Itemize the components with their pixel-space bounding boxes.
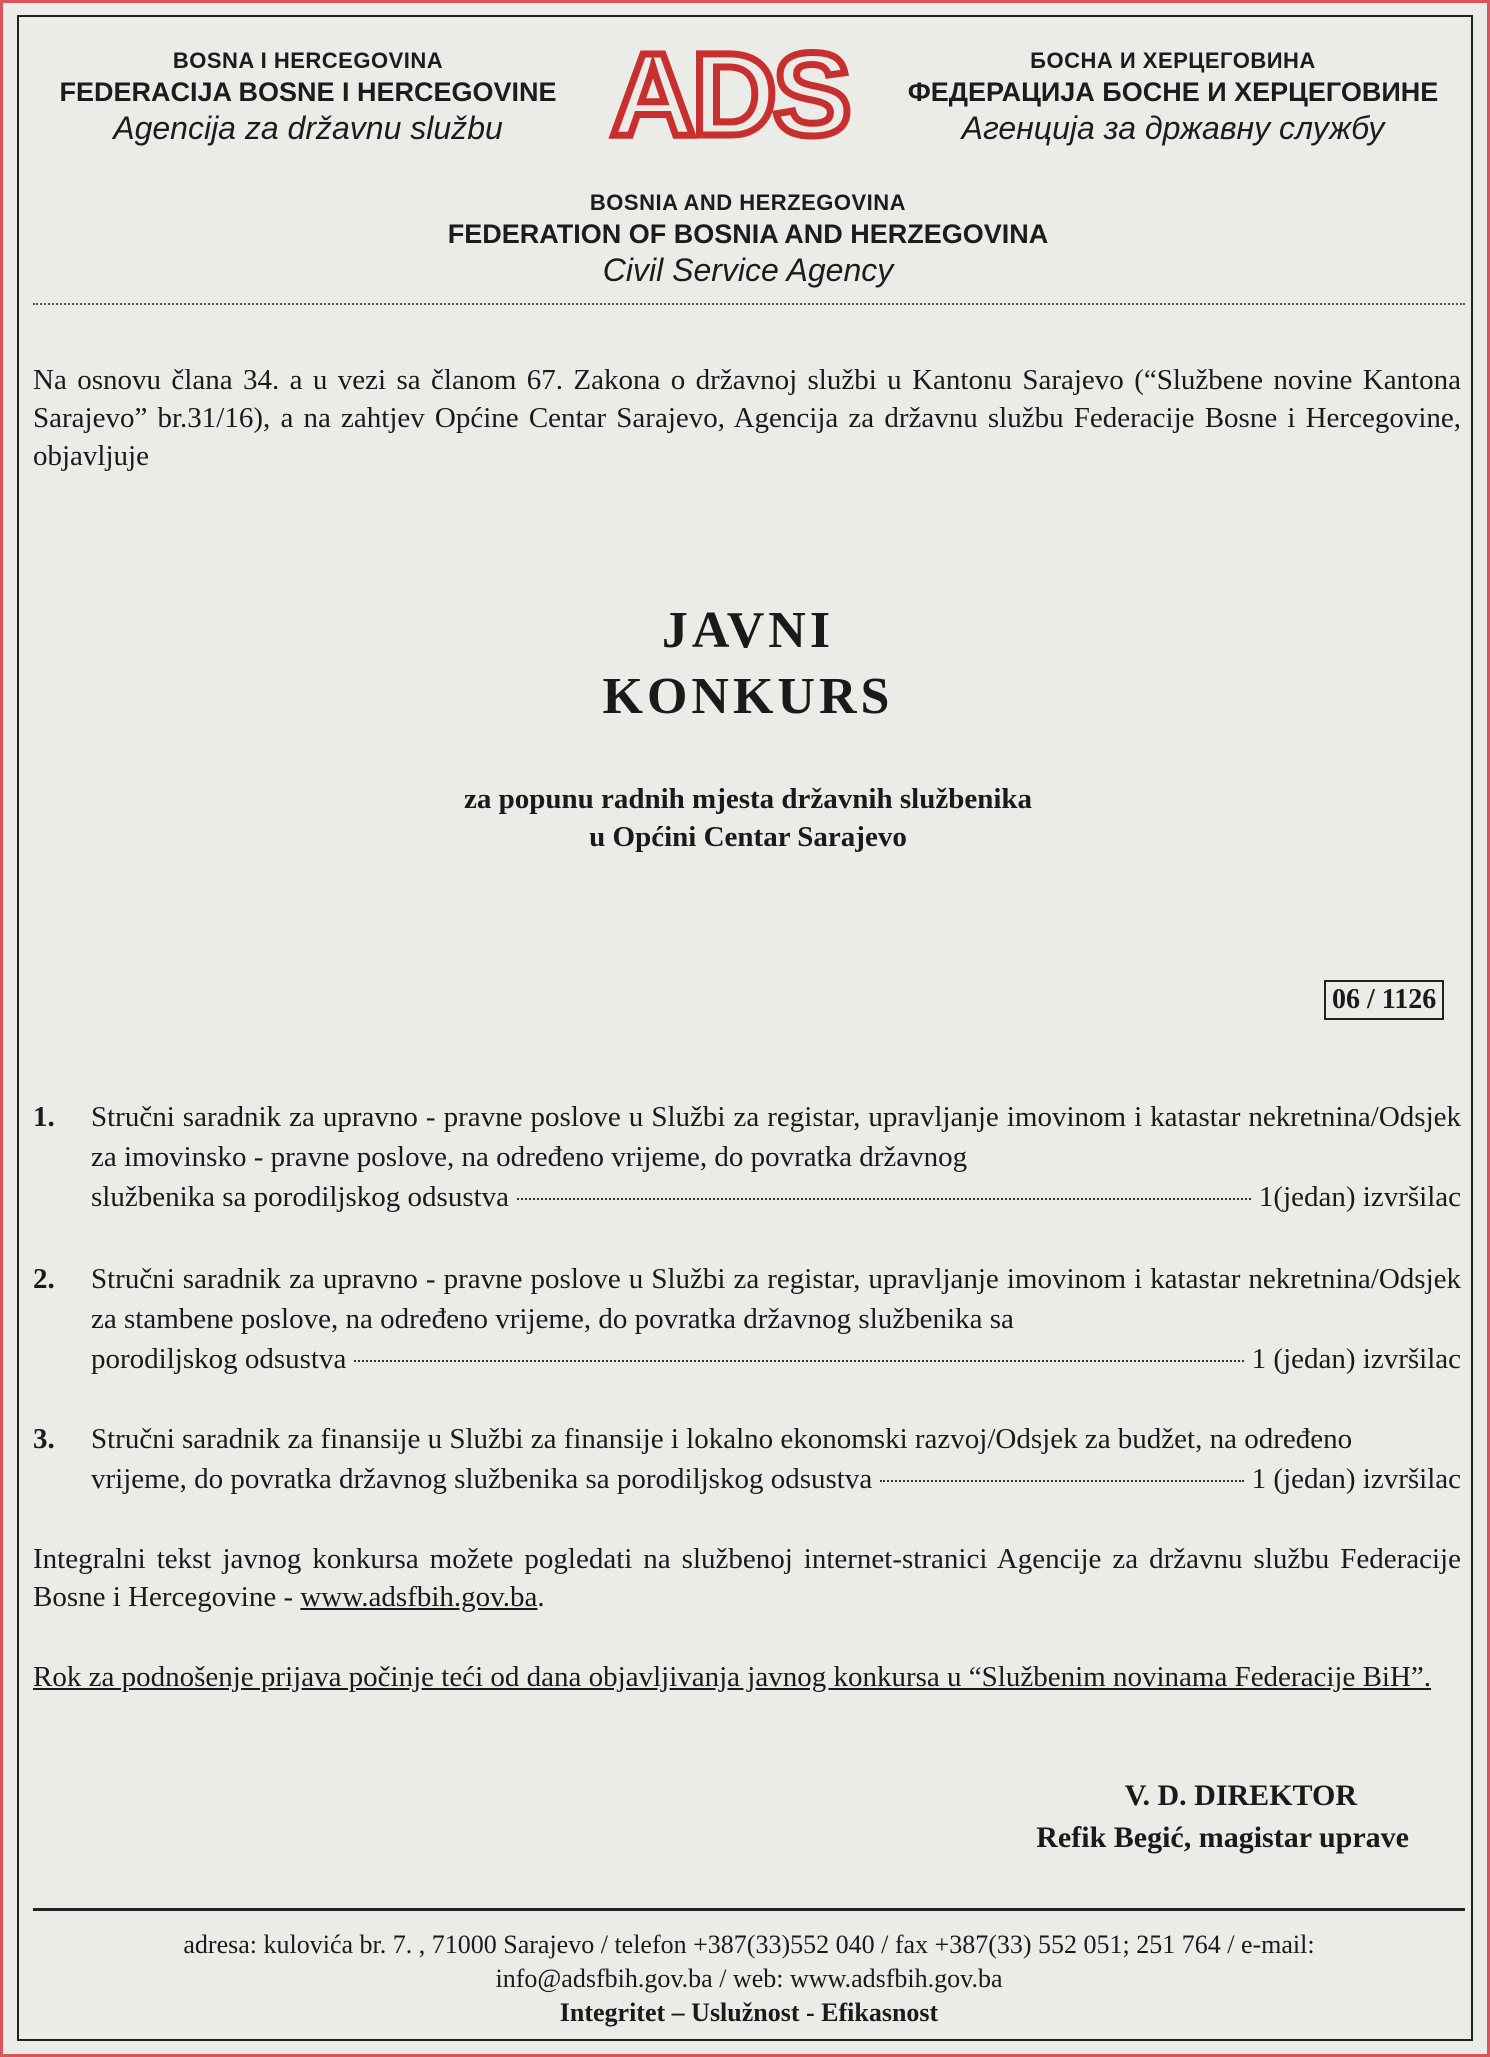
position-count: 1(jedan) izvršilac [1258,1181,1461,1213]
footer-divider [33,1908,1465,1911]
signature-title: V. D. DIREKTOR [1124,1779,1357,1812]
header-english [383,189,1113,289]
ads-logo-text: ADS [610,39,848,149]
notice-title-line1: JAVNI [661,602,835,659]
header-federation-cyrillic: ФЕДЕРАЦИЈА БОСНЕ И ХЕРЦЕГОВИНЕ [907,77,1439,107]
position-text: Stručni saradnik za upravno - pravne poslove u Službi za registar, upravljanje imovinom i katastar nekretnina/Odsjek za stambene poslove, na određeno vrijeme, do povratka državnog službenika sa [91,1263,1461,1335]
footer [33,1928,1465,2030]
footer-address: adresa: kulovića br. 7. , 71000 Sarajevo / telefon +387(33)552 040 / fax +387(33) 552 051; 251 764 / e-mail: [183,1930,1315,1959]
position-text: Stručni saradnik za finansije u Službi za finansije i lokalno ekonomski razvoj/Odsjek za budžet, na određeno [91,1423,1353,1455]
agency-website-link[interactable]: www.adsfbih.gov.ba [300,1581,538,1613]
position-number: 2. [33,1263,55,1295]
integral-text-paragraph [33,1540,1461,1616]
position-text-end: vrijeme, do povratka državnog službenika sa porodiljskog odsustva [91,1463,873,1495]
dot-leader [880,1480,1243,1482]
integral-text-end: . [537,1581,545,1613]
header-agency-english: Civil Service Agency [602,252,894,288]
footer-motto: Integritet – Uslužnost - Efikasnost [559,1998,939,2027]
footer-contact: info@adsfbih.gov.ba / web: www.adsfbih.gov.ba [495,1964,1003,1993]
position-text-end: porodiljskog odsustva [91,1343,347,1375]
position-count: 1 (jedan) izvršilac [1251,1463,1461,1495]
integral-text: Integralni tekst javnog konkursa možete pogledati na službenoj internet-stranici Agencije za državnu službu Federacije Bosne i Hercegovine - [33,1543,1461,1613]
header-latin [33,47,583,147]
dot-leader [354,1360,1243,1362]
header-cyrillic [883,47,1463,147]
header-agency-latin: Agencija za državnu službu [113,110,503,146]
header-country-latin: BOSNA I HERCEGOVINA [172,48,444,73]
ads-logo [601,39,857,149]
subtitle-line2: u Općini Centar Sarajevo [589,821,907,853]
notice-title-line2: KONKURS [602,668,894,725]
signature-name: Refik Begić, magistar uprave [1036,1821,1409,1854]
header-country-cyrillic: БОСНА И ХЕРЦЕГОВИНА [1030,48,1316,73]
intro-paragraph: Na osnovu člana 34. a u vezi sa članom 67. Zakona o državnoj službi u Kantonu Sarajevo (“Službene novine Kantona Sarajevo” br.31/16), a na zahtjev Općine Centar Sarajevo, Agencija za državnu službu Federacije Bosne i Hercegovine, objavljuje [33,364,1461,472]
position-number: 1. [33,1101,55,1133]
header-agency-cyrillic: Агенција за државну службу [961,110,1385,146]
deadline-paragraph [33,1658,1461,1696]
position-text: Stručni saradnik za upravno - pravne poslove u Službi za registar, upravljanje imovinom i katastar nekretnina/Odsjek za imovinsko - pravne poslove, na određeno vrijeme, do povratka državnog [91,1101,1461,1173]
position-number: 3. [33,1423,55,1455]
position-text-end: službenika sa porodiljskog odsustva [91,1181,510,1213]
header-federation-english: FEDERATION OF BOSNIA AND HERZEGOVINA [447,219,1049,249]
reference-number: 06 / 1126 [1324,980,1444,1020]
notice-subtitle [3,780,1490,856]
deadline-text: Rok za podnošenje prijava počinje teći od dana objavljivanja javnog konkursa u “Službenim novinama Federacije BiH”. [33,1661,1432,1693]
subtitle-line1: za popunu radnih mjesta državnih službenika [463,783,1033,815]
page-frame [17,15,1473,2041]
position-count: 1 (jedan) izvršilac [1251,1343,1461,1375]
dot-leader [517,1198,1251,1200]
header-federation-latin: FEDERACIJA BOSNE I HERCEGOVINE [59,77,557,107]
header-divider [33,303,1465,305]
header-country-english: BOSNIA AND HERZEGOVINA [589,190,907,215]
